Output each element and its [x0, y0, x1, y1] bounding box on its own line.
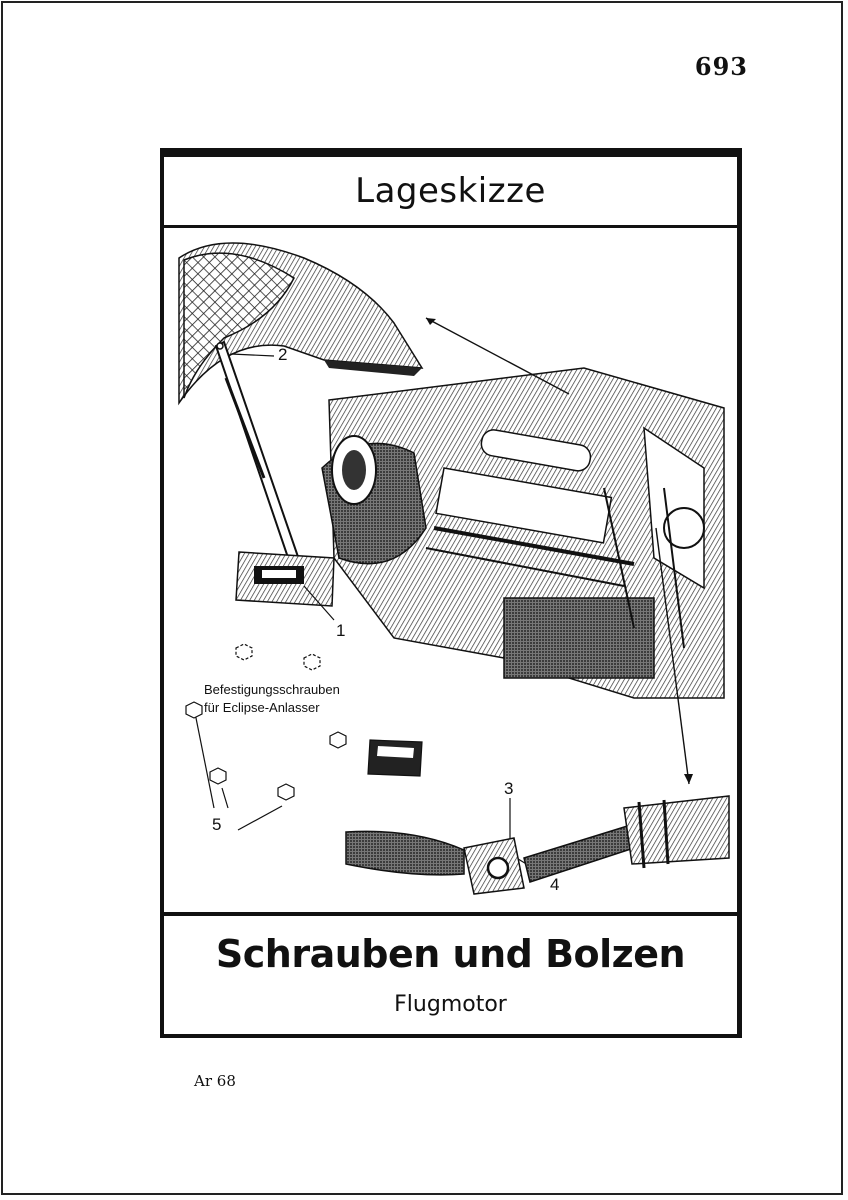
air-intake-cowling [179, 243, 422, 403]
callout-4: 4 [550, 875, 560, 894]
header-band [164, 152, 737, 228]
callout-2: 2 [278, 345, 288, 364]
title-band [164, 912, 737, 1034]
callout-1: 1 [336, 621, 346, 640]
support-strut [216, 342, 307, 587]
callout-5: 5 [212, 815, 222, 834]
strut-clamp [236, 552, 334, 606]
page-number: 693 [694, 52, 748, 81]
drive-shaft [346, 796, 729, 894]
bolt-caption-line2: für Eclipse-Anlasser [204, 700, 320, 715]
engine-illustration [164, 228, 738, 918]
main-title: Schrauben und Bolzen [215, 932, 686, 976]
starter-block [368, 740, 422, 776]
engine-block [322, 368, 724, 698]
sketch-panel [160, 148, 742, 1038]
loose-bolts [186, 644, 346, 800]
bolt-caption-line1: Befestigungsschrauben [204, 682, 340, 697]
footer-code: Ar 68 [194, 1072, 236, 1090]
header-title: Lageskizze [355, 171, 546, 211]
callout-3: 3 [504, 779, 514, 798]
subtitle: Flugmotor [394, 992, 507, 1017]
